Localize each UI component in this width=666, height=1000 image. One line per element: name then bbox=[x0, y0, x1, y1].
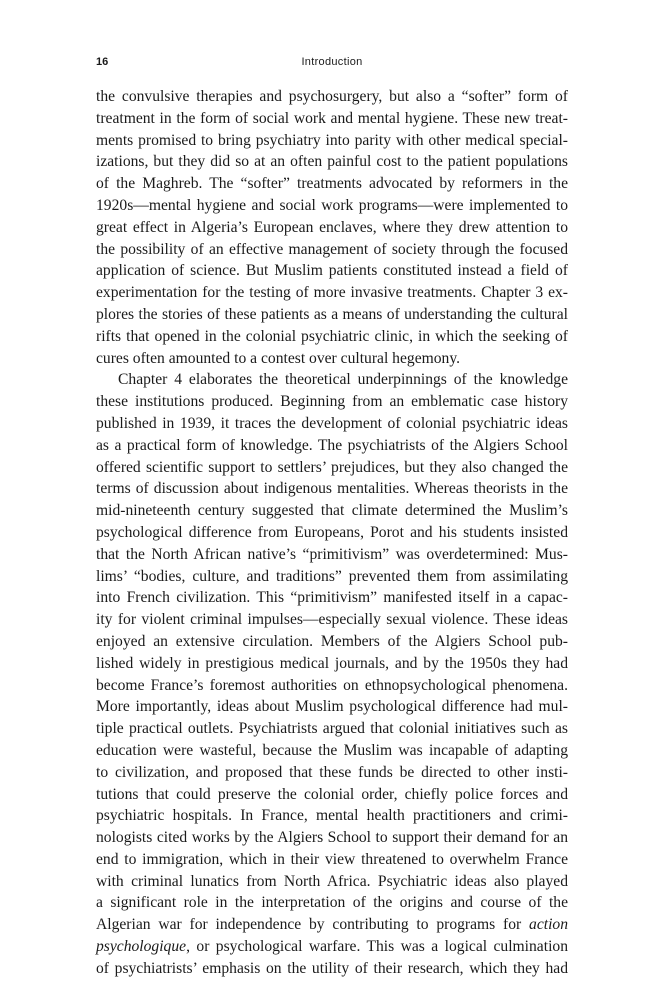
text-line: plores the stories of these patients as a means of understanding the cultural bbox=[96, 305, 568, 323]
text-line: tiple practical outlets. Psychiatrists argued that colonial initiatives such as bbox=[96, 720, 568, 738]
text-line: izations, but they did so at an often painful cost to the patient populations bbox=[96, 153, 568, 171]
text-line: psychological difference from Europeans, Porot and his students insisted bbox=[96, 523, 568, 541]
page-header bbox=[96, 56, 568, 72]
text-line: application of science. But Muslim patients constituted instead a field of bbox=[96, 262, 568, 280]
paragraph bbox=[96, 369, 568, 979]
text-line: cures often amounted to a contest over cultural hegemony. bbox=[96, 349, 461, 367]
text-line: experimentation for the testing of more invasive treatments. Chapter 3 ex- bbox=[96, 284, 568, 302]
text-line: these institutions produced. Beginning from an emblematic case history bbox=[96, 393, 568, 411]
text-line: to civilization, and proposed that these funds be directed to other insti- bbox=[96, 763, 568, 781]
text-line: ity for violent criminal impulses—especially sexual violence. These ideas bbox=[96, 611, 568, 629]
text-line: More importantly, ideas about Muslim psychological difference had mul- bbox=[96, 698, 568, 716]
text-line: ments promised to bring psychiatry into parity with other medical special- bbox=[96, 131, 568, 149]
text-run: , or psychological warfare. This was a logical culmination bbox=[186, 938, 568, 956]
text-line: terms of discussion about indigenous mentalities. Whereas theorists in the bbox=[96, 480, 568, 498]
text-line: great effect in Algeria’s European enclaves, where they drew attention to bbox=[96, 218, 568, 236]
text-line: lims’ “bodies, culture, and traditions” prevented them from assimilating bbox=[96, 567, 568, 585]
text-line: as a practical form of knowledge. The psychiatrists of the Algiers School bbox=[96, 436, 568, 454]
text-line: published in 1939, it traces the development of colonial psychiatric ideas bbox=[96, 414, 568, 432]
text-line: that the North African native’s “primitivism” was overdetermined: Mus- bbox=[96, 545, 568, 563]
text-line: tutions that could preserve the colonial order, chiefly police forces and bbox=[96, 785, 568, 803]
text-line: of the Maghreb. The “softer” treatments advocated by reformers in the bbox=[96, 175, 568, 193]
text-run: Algerian war for independence by contributing to programs for bbox=[96, 916, 530, 934]
text-line: nologists cited works by the Algiers School to support their demand for an bbox=[96, 829, 568, 847]
text-line: of psychiatrists’ emphasis on the utility of their research, which they had bbox=[96, 959, 568, 977]
body-text bbox=[96, 86, 568, 980]
text-line: 1920s—mental hygiene and social work programs—were implemented to bbox=[96, 196, 568, 214]
text-line: mid-nineteenth century suggested that climate determined the Muslim’s bbox=[96, 502, 568, 520]
text-line: enjoyed an extensive circulation. Members of the Algiers School pub- bbox=[96, 632, 568, 650]
text-line: a significant role in the interpretation of the origins and course of the bbox=[96, 894, 568, 912]
text-line: end to immigration, which in their view threatened to overwhelm France bbox=[96, 850, 568, 868]
text-line: Chapter 4 elaborates the theoretical underpinnings of the knowledge bbox=[118, 371, 568, 389]
page-number: 16 bbox=[96, 56, 109, 68]
text-line bbox=[96, 914, 568, 936]
text-line: offered scientific support to settlers’ prejudices, but they also changed the bbox=[96, 458, 568, 476]
text-line: with criminal lunatics from North Africa. Psychiatric ideas also played bbox=[96, 872, 568, 890]
text-line: the possibility of an effective management of society through the focused bbox=[96, 240, 568, 258]
text-line: rifts that opened in the colonial psychiatric clinic, in which the seeking of bbox=[96, 327, 568, 345]
running-head: Introduction bbox=[301, 56, 363, 68]
text-line: treatment in the form of social work and mental hygiene. These new treat- bbox=[96, 109, 568, 127]
text-line: education were wasteful, because the Muslim was incapable of adapting bbox=[96, 741, 568, 759]
text-line: the convulsive therapies and psychosurgery, but also a “softer” form of bbox=[96, 88, 568, 105]
text-line: lished widely in prestigious medical journals, and by the 1950s they had bbox=[96, 654, 568, 672]
text-line bbox=[96, 936, 568, 958]
text-line: become France’s foremost authorities on ethnopsychological phenomena. bbox=[96, 676, 568, 694]
italic-term: action bbox=[529, 916, 568, 934]
text-line: into French civilization. This “primitivism” manifested itself in a capac- bbox=[96, 589, 568, 607]
italic-term: psychologique bbox=[96, 938, 187, 956]
paragraph bbox=[96, 86, 568, 369]
text-line: psychiatric hospitals. In France, mental health practitioners and crimi- bbox=[96, 807, 568, 825]
